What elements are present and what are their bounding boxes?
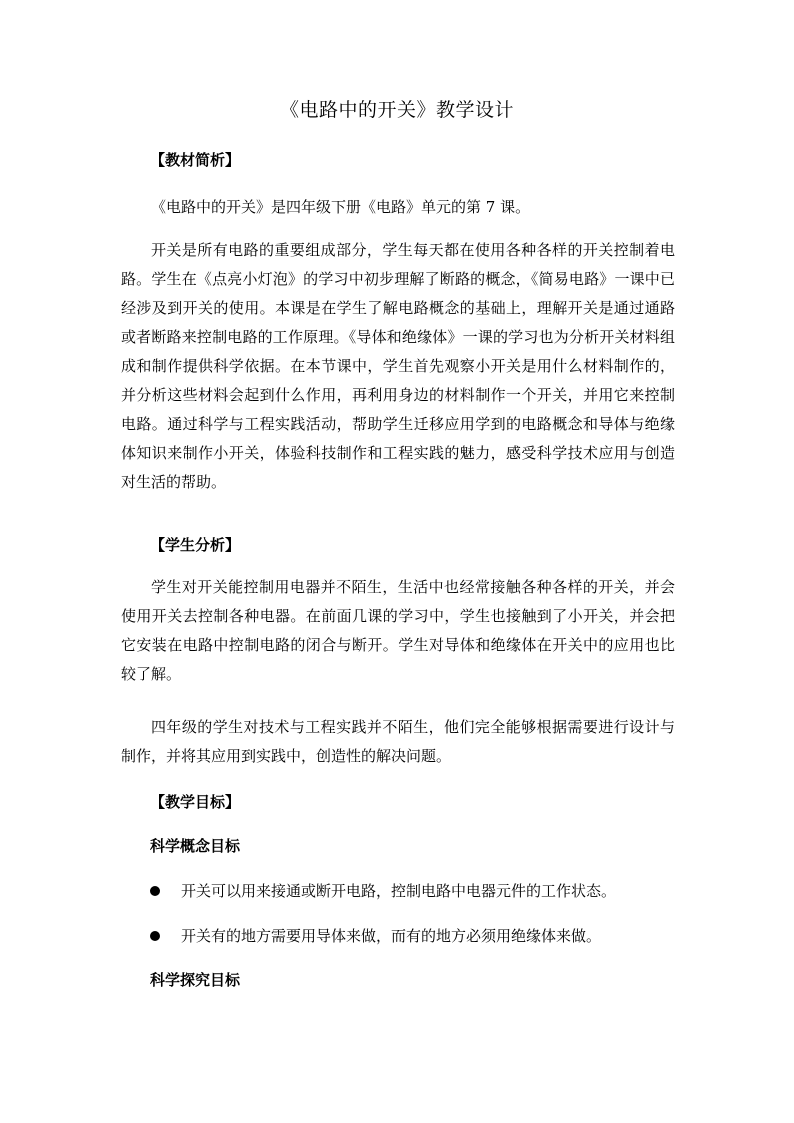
paragraph-textbook-detail: 开关是所有电路的重要组成部分，学生每天都在使用各种各样的开关控制着电路。学生在《点亮小灯泡》的学习中初步理解了断路的概念，《简易电路》一课中已经涉及到开关的使用。本课是在学生了解电路概念的基础上，理解开关是通过通路或者断路来控制电路的工作原理。《导体和绝缘体》一课的学习也为分析开关材料组成和制作提供科学依据。在本节课中，学生首先观察小开关是用什么材料制作的，并分析这些材料会起到什么作用，再利用身边的材料制作一个开关，并用它来控制电路。通过科学与工程实践活动，帮助学生迁移应用学到的电路概念和导体与绝缘体知识来制作小开关，体验科技制作和工程实践的魅力，感受科学技术应用与创造对生活的帮助。 <box>121 241 675 491</box>
bullet-item-text: 开关可以用来接通或断开电路，控制电路中电器元件的工作状态。 <box>181 882 617 900</box>
bullet-dot-icon <box>150 886 160 896</box>
section-heading-student-analysis: 【学生分析】 <box>150 536 241 554</box>
paragraph-textbook-intro: 《电路中的开关》是四年级下册《电路》单元的第 7 课。 <box>151 198 531 216</box>
subheading-science-concept-goals: 科学概念目标 <box>150 837 241 855</box>
bullet-dot-icon <box>150 931 160 941</box>
paragraph-student-ability: 四年级的学生对技术与工程实践并不陌生，他们完全能够根据需要进行设计与制作，并将其应用到实践中，创造性的解决问题。 <box>121 718 675 765</box>
document-title: 《电路中的开关》教学设计 <box>279 99 514 121</box>
paragraph-student-familiarity: 学生对开关能控制用电器并不陌生，生活中也经常接触各种各样的开关，并会使用开关去控制各种电器。在前面几课的学习中，学生也接触到了小开关，并会把它安装在电路中控制电路的闭合与断开。学生对导体和绝缘体在开关中的应用也比较了解。 <box>121 578 675 683</box>
subheading-science-inquiry-goals: 科学探究目标 <box>150 971 241 989</box>
section-heading-textbook-analysis: 【教材简析】 <box>150 151 241 169</box>
section-heading-teaching-goals: 【教学目标】 <box>150 793 241 811</box>
bullet-item-text: 开关有的地方需要用导体来做，而有的地方必须用绝缘体来做。 <box>181 927 602 945</box>
